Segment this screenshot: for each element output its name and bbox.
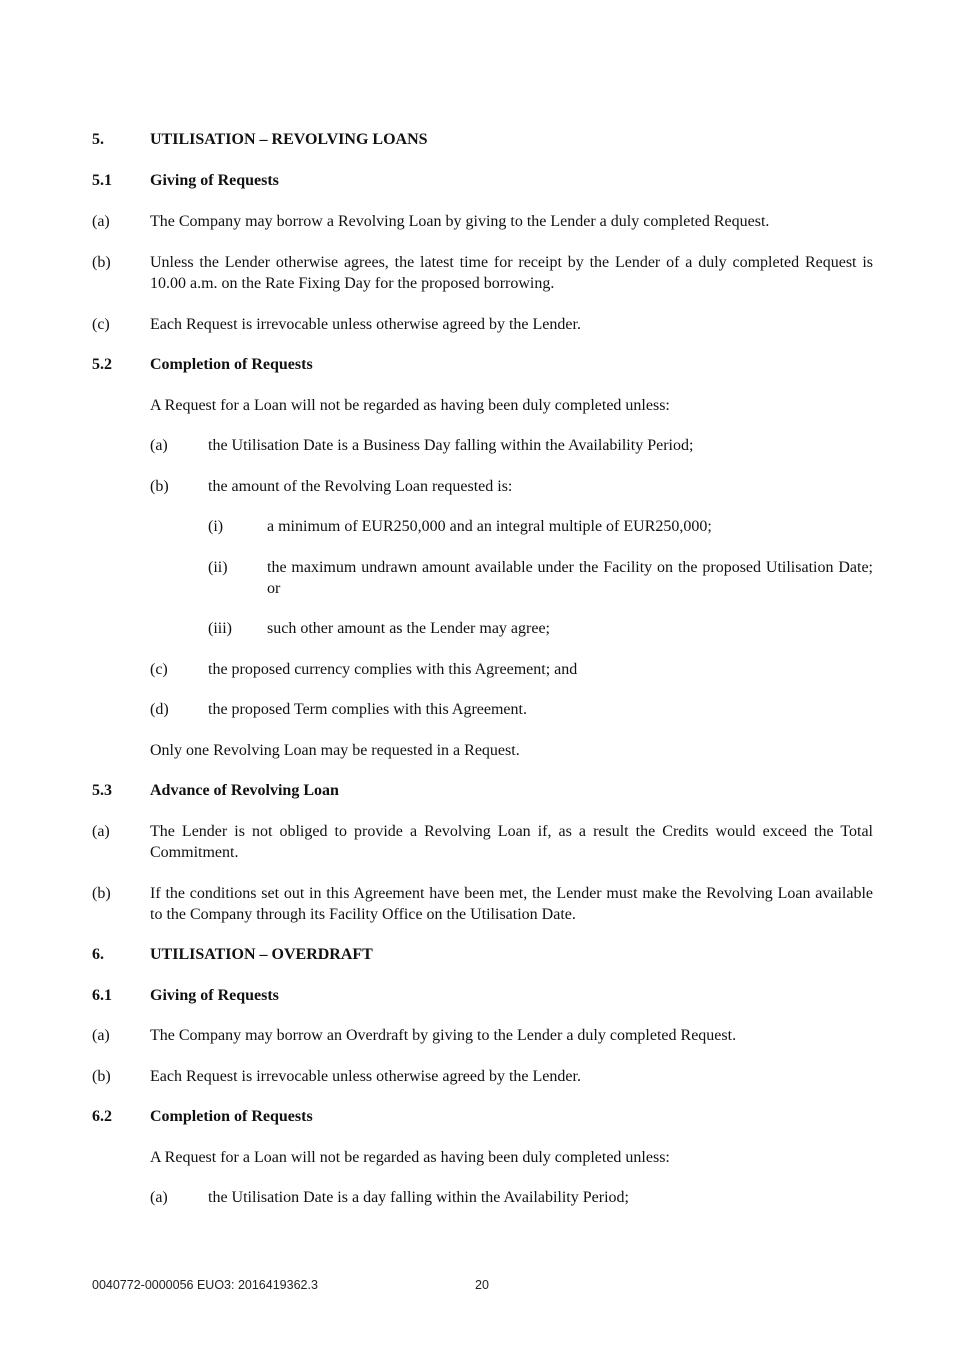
clause-5-1-c-label: (c) — [92, 316, 110, 333]
clause-5-3-a-text: The Lender is not obliged to provide a Revolving Loan if, as a result the Credits would exceed the Total Commitment. — [150, 823, 873, 861]
clause-6-1-title: Giving of Requests — [150, 987, 279, 1004]
clause-5-1-title: Giving of Requests — [150, 172, 279, 189]
clause-6-2-intro: A Request for a Loan will not be regarded as having been duly completed unless: — [150, 1149, 670, 1166]
clause-5-2-c-text: the proposed currency complies with this Agreement; and — [208, 661, 578, 678]
clause-6-2-number: 6.2 — [92, 1108, 112, 1125]
clause-5-2-title: Completion of Requests — [150, 356, 313, 373]
clause-6-1-number: 6.1 — [92, 987, 112, 1004]
clause-5-2-c-label: (c) — [150, 661, 168, 678]
clause-6-1-b-text: Each Request is irrevocable unless otherwise agreed by the Lender. — [150, 1068, 581, 1085]
clause-6-2-title: Completion of Requests — [150, 1108, 313, 1125]
clause-5-2-a-label: (a) — [150, 437, 168, 454]
footer-page-number: 20 — [475, 1278, 489, 1292]
clause-5-2-intro: A Request for a Loan will not be regarded as having been duly completed unless: — [150, 397, 670, 414]
clause-5-1-number: 5.1 — [92, 172, 112, 189]
section-5-number: 5. — [92, 131, 104, 148]
clause-5-2-b-ii-text: the maximum undrawn amount available under the Facility on the proposed Utilisation Date; or — [267, 559, 873, 597]
clause-5-1-c-text: Each Request is irrevocable unless otherwise agreed by the Lender. — [150, 316, 581, 333]
clause-5-2-b-iii-text: such other amount as the Lender may agree; — [267, 620, 550, 637]
clause-5-2-b-ii-label: (ii) — [208, 559, 228, 576]
clause-5-3-b-label: (b) — [92, 885, 111, 902]
section-6-number: 6. — [92, 946, 104, 963]
clause-5-2-b-i-text: a minimum of EUR250,000 and an integral multiple of EUR250,000; — [267, 518, 712, 535]
clause-5-2-d-label: (d) — [150, 701, 169, 718]
clause-5-2-b-iii-label: (iii) — [208, 620, 232, 637]
clause-6-1-a-label: (a) — [92, 1027, 110, 1044]
clause-6-2-a-label: (a) — [150, 1189, 168, 1206]
clause-5-2-d-text: the proposed Term complies with this Agreement. — [208, 701, 527, 718]
clause-5-3-a-label: (a) — [92, 823, 110, 840]
section-5-title: UTILISATION – REVOLVING LOANS — [150, 131, 428, 148]
clause-5-2-b-i-label: (i) — [208, 518, 224, 535]
clause-6-1-b-label: (b) — [92, 1068, 111, 1085]
clause-6-1-a-text: The Company may borrow an Overdraft by giving to the Lender a duly completed Request. — [150, 1027, 737, 1044]
clause-5-1-a-text: The Company may borrow a Revolving Loan by giving to the Lender a duly completed Request. — [150, 213, 770, 230]
clause-5-2-b-text: the amount of the Revolving Loan requested is: — [208, 478, 513, 495]
clause-5-2-number: 5.2 — [92, 356, 112, 373]
clause-5-3-title: Advance of Revolving Loan — [150, 782, 339, 799]
clause-5-3-b-text: If the conditions set out in this Agreement have been met, the Lender must make the Revolving Loan available to the Company through its Facility Office on the Utilisation Date. — [150, 885, 873, 923]
section-6-title: UTILISATION – OVERDRAFT — [150, 946, 373, 963]
clause-5-2-b-label: (b) — [150, 478, 169, 495]
clause-6-2-a-text: the Utilisation Date is a day falling within the Availability Period; — [208, 1189, 629, 1206]
clause-5-1-a-label: (a) — [92, 213, 110, 230]
clause-5-1-b-text: Unless the Lender otherwise agrees, the latest time for receipt by the Lender of a duly completed Request is 10.00 a.m. on the Rate Fixing Day for the proposed borrowing. — [150, 254, 873, 292]
clause-5-3-number: 5.3 — [92, 782, 112, 799]
clause-5-2-outro: Only one Revolving Loan may be requested in a Request. — [150, 742, 520, 759]
clause-5-1-b-label: (b) — [92, 254, 111, 271]
footer-document-reference: 0040772-0000056 EUO3: 2016419362.3 — [92, 1278, 318, 1292]
clause-5-2-a-text: the Utilisation Date is a Business Day falling within the Availability Period; — [208, 437, 694, 454]
